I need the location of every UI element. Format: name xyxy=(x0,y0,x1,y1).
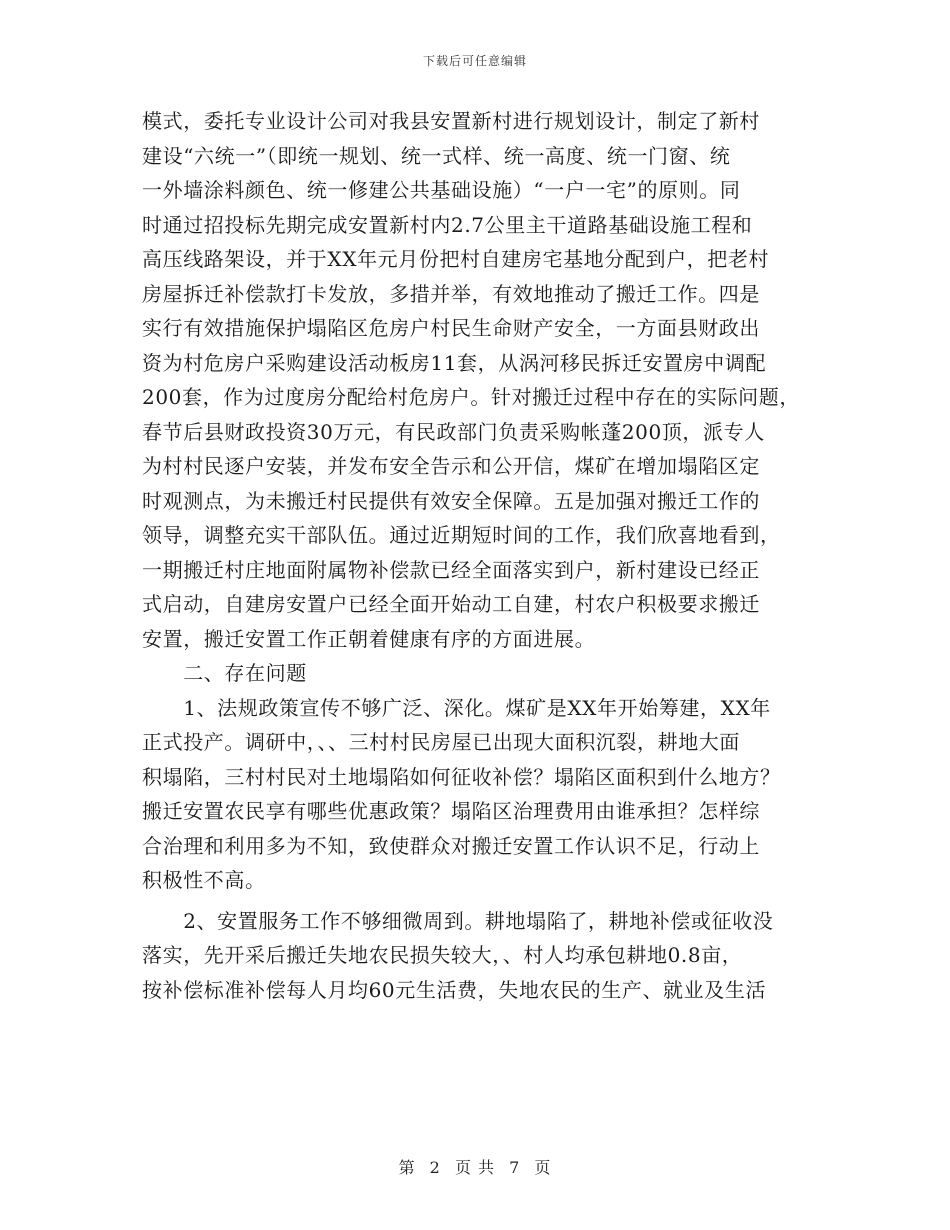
page-total: 7 xyxy=(509,1158,521,1177)
text-line: 时通过招投标先期完成安置新村内2.7公里主干道路基础设施工程和 xyxy=(142,212,753,237)
page-number: 2 xyxy=(429,1158,441,1177)
text-line: 资为村危房户采购建设活动板房11套，从涡河移民拆迁安置房中调配 xyxy=(142,350,767,375)
page-footer xyxy=(0,1155,950,1178)
section-heading: 二、存在问题 xyxy=(142,661,307,685)
text-line: 积塌陷，三村村民对土地塌陷如何征收补偿？塌陷区面积到什么地方？ xyxy=(142,764,781,789)
text-line: 高压线路架设，并于XX年元月份把村自建房宅基地分配到户，把老村 xyxy=(142,247,770,271)
text-line: 房屋拆迁补偿款打卡发放，多措并举，有效地推动了搬迁工作。四是 xyxy=(142,281,760,306)
footer-middle: 页 共 xyxy=(454,1158,496,1177)
text-line: 时观测点，为未搬迁村民提供有效安全保障。五是加强对搬迁工作的 xyxy=(142,488,760,513)
footer-prefix: 第 xyxy=(398,1158,416,1177)
text-line: 为村村民逐户安装，并发布安全告示和公开信，煤矿在增加塌陷区定 xyxy=(142,454,760,478)
page-header-note: 下载后可任意编辑 xyxy=(422,54,527,68)
text-line: 模式，委托专业设计公司对我县安置新村进行规划设计，制定了新村 xyxy=(142,109,760,133)
text-line: 200套，作为过度房分配给村危房户。针对搬迁过程中存在的实际问题， xyxy=(142,385,800,409)
text-line: 实行有效措施保护塌陷区危房户村民生命财产安全，一方面县财政出 xyxy=(142,316,760,340)
text-line: 一期搬迁村庄地面附属物补偿款已经全面落实到户，新村建设已经正 xyxy=(142,557,760,582)
text-line: 落实，先开采后搬迁失地农民损失较大，、村人均承包耕地0.8亩， xyxy=(142,943,743,967)
text-line: 1、法规政策宣传不够广泛、深化。煤矿是XX年开始筹建，XX年 xyxy=(142,695,771,720)
text-line: 安置，搬迁安置工作正朝着健康有序的方面进展。 xyxy=(142,626,596,651)
text-line: 积极性不高。 xyxy=(142,868,266,892)
document-body xyxy=(142,104,832,1007)
text-line: 搬迁安置农民享有哪些优惠政策？塌陷区治理费用由谁承担？怎样综 xyxy=(142,799,760,823)
text-line: 正式投产。调研中，、、三村村民房屋已出现大面积沉裂，耕地大面 xyxy=(142,730,740,754)
text-line: 按补偿标准补偿每人月均60元生活费，失地农民的生产、就业及生活 xyxy=(142,977,767,1002)
footer-suffix: 页 xyxy=(534,1158,552,1177)
text-line: 建设“六统一”（即统一规划、统一式样、统一高度、统一门窗、统 xyxy=(142,143,731,168)
text-line: 式启动，自建房安置户已经全面开始动工自建，村农户积极要求搬迁 xyxy=(142,592,760,616)
text-line: 2、安置服务工作不够细微周到。耕地塌陷了，耕地补偿或征收没 xyxy=(142,908,774,933)
text-line: 领导，调整充实干部队伍。通过近期短时间的工作，我们欣喜地看到， xyxy=(142,523,781,547)
text-line: 一外墙涂料颜色、统一修建公共基础设施）“一户一宅”的原则。同 xyxy=(142,178,741,202)
text-line: 春节后县财政投资30万元，有民政部门负责采购帐蓬200顶，派专人 xyxy=(142,419,765,444)
text-line: 合治理和利用多为不知，致使群众对搬迁安置工作认识不足，行动上 xyxy=(142,833,760,858)
